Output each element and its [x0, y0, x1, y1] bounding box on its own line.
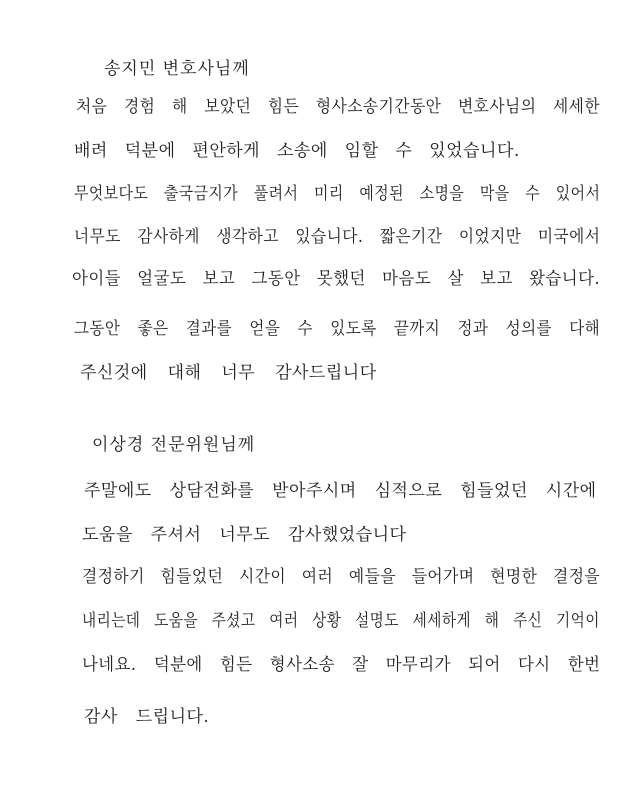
greeting-lawyer: 송지민 변호사님께: [104, 59, 250, 79]
letter-line: 주신것에 대해 너무 감사드립니다: [80, 363, 377, 383]
letter-line: 그동안 좋은 결과를 얻을 수 있도록 끝까지 정과 성의를 다해: [74, 319, 601, 339]
letter-line: 도움을 주셔서 너무도 감사했었습니다: [82, 525, 407, 545]
greeting-staff: 이상경 전문위원님께: [92, 435, 256, 455]
letter-line: 무엇보다도 출국금지가 풀려서 미리 예정된 소명을 막을 수 있어서: [74, 184, 601, 204]
letter-line: 감사 드립니다.: [84, 707, 210, 727]
letter-line: 나네요. 덕분에 힘든 형사소송 잘 마무리가 되어 다시 한번: [82, 655, 601, 675]
letter-line: 내리는데 도움을 주셨고 여러 상황 설명도 세세하게 해 주신 기억이: [82, 611, 600, 631]
letter-line: 결정하기 힘들었던 시간이 여러 예들을 들어가며 현명한 결정을: [82, 567, 601, 587]
letter-line: 배려 덕분에 편안하게 소송에 임할 수 있었습니다.: [74, 141, 520, 161]
letter-line: 너무도 감사하게 생각하고 있습니다. 짧은기간 이었지만 미국에서: [74, 227, 601, 247]
letter-line: 처음 경험 해 보았던 힘든 형사소송기간동안 변호사님의 세세한: [76, 97, 601, 117]
letter-line: 주말에도 상담전화를 받아주시며 심적으로 힘들었던 시간에: [84, 481, 597, 501]
letter-line: 아이들 얼굴도 보고 그동안 못했던 마음도 살 보고 왔습니다.: [72, 269, 601, 289]
